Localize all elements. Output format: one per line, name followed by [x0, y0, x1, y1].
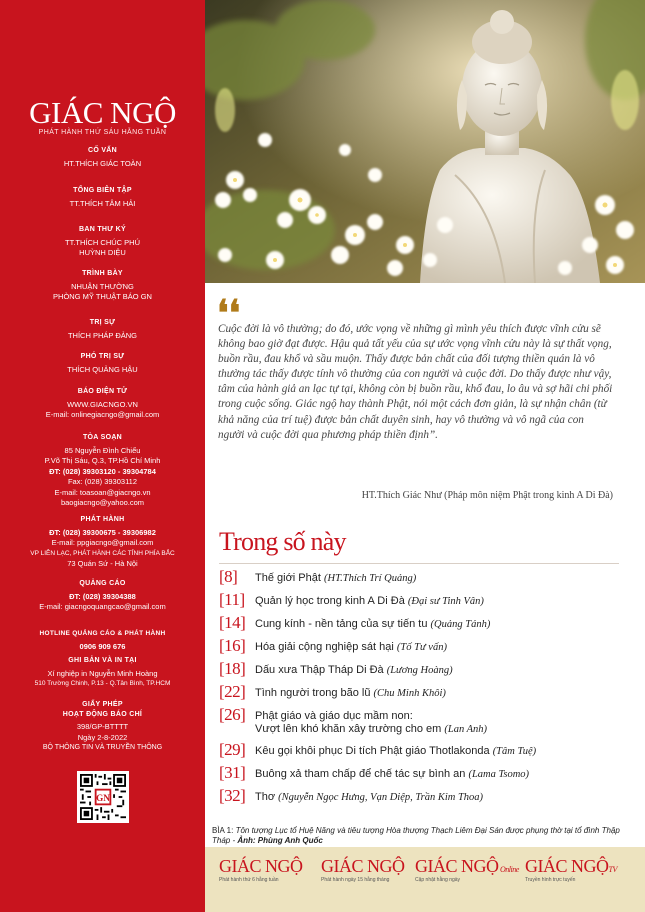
footer-logo-tv[interactable]: [525, 857, 617, 883]
section-line: 510 Trường Chinh, P.13 - Q.Tân Bình, TP.HCM: [34, 680, 171, 687]
section-line: P.Võ Thị Sáu, Q.3, TP.Hồ Chí Minh: [44, 456, 161, 465]
section-heading: TÒA SOẠN: [82, 434, 123, 441]
section-line: TT.THÍCH TÂM HẢI: [69, 198, 136, 208]
section-heading: TRÌNH BÀY: [82, 270, 123, 277]
section-line: 398/GP-BTTTT: [76, 722, 129, 731]
website-link[interactable]: WWW.GIACNGO.VN: [67, 399, 138, 409]
toc-page-number: [8]: [219, 567, 238, 586]
masthead-section: [0, 318, 205, 341]
email-link[interactable]: E-mail: toasoan@giacngo.vn: [54, 487, 151, 497]
footer-logo-name: GIÁC NGỘ Online: [415, 856, 519, 876]
section-heading: GHI BẢN VÀ IN TẠI: [68, 657, 137, 664]
buddha-statue-photo: [205, 0, 645, 283]
svg-text:GN: GN: [96, 792, 110, 803]
caption-credit: Ảnh: Phùng Anh Quốc: [237, 836, 323, 845]
toc-author: (Lan Anh): [444, 724, 488, 735]
toc-author: (HT.Thích Trí Quảng): [323, 573, 417, 584]
toc-author: (Nguyễn Ngọc Hưng, Vạn Diệp, Trần Kim Thoa): [278, 792, 484, 803]
quote-mark-icon: ❛❛: [217, 293, 241, 333]
section-heading: PHÓ TRỊ SỰ: [80, 353, 125, 360]
cover-caption: [212, 826, 632, 846]
toc-article-title: Thơ: [255, 791, 279, 803]
hotline-number: 0906 909 676: [79, 641, 126, 651]
divider: [219, 563, 619, 564]
section-line: 85 Nguyễn Đình Chiểu: [64, 445, 141, 455]
masthead-section: [0, 186, 205, 209]
section-line: HT.THÍCH GIÁC TOÀN: [63, 158, 142, 168]
footer-publications: [205, 847, 645, 912]
section-line: Fax: (028) 39303112: [67, 477, 138, 486]
toc-page-number: [16]: [219, 636, 246, 655]
qr-code-icon: [80, 774, 126, 820]
footer-logo-name: GIÁC NGỘ: [321, 856, 405, 876]
email-link[interactable]: E-mail: giacngoquangcao@gmail.com: [39, 602, 166, 611]
section-line: Ngày 2-8-2022: [77, 732, 128, 742]
caption-text: Tôn tượng Lục tổ Huệ Năng và tiêu tượng Hòa thượng Thạch Liêm Đại Sán được phụng thờ tại tổ đình Thập Tháp -: [212, 826, 620, 845]
footer-logo-sub: Phát hành thứ 6 hằng tuần: [219, 877, 279, 883]
toc-page-number: [32]: [219, 786, 246, 805]
toc-article-title: Quản lý học trong kinh A Di Đà: [255, 595, 408, 607]
masthead-section: [0, 352, 205, 375]
quote-source: HT.Thích Giác Như (Pháp môn niệm Phật trong kinh A Di Đà): [361, 490, 613, 501]
toc-author: (Tâm Tuệ): [492, 746, 537, 757]
section-line: ĐT: (028) 39303120 - 39304784: [49, 466, 156, 476]
toc-author: (Chu Minh Khôi): [373, 688, 446, 699]
section-line: VP LIÊN LẠC, PHÁT HÀNH CÁC TỈNH PHÍA BẮC: [30, 549, 175, 557]
toc-author: (Đại sư Tinh Vân): [407, 596, 484, 607]
masthead-section: [0, 656, 205, 690]
masthead-sidebar: [0, 0, 205, 912]
footer-logo-sub: Phát hành ngày 15 hằng tháng: [321, 877, 390, 883]
toc-page-number: [22]: [219, 682, 246, 701]
email-link[interactable]: E-mail: onlinegiacngo@gmail.com: [45, 410, 160, 419]
email-link[interactable]: E-mail: ppgiacngo@gmail.com: [51, 538, 154, 547]
section-heading: PHÁT HÀNH: [80, 516, 125, 523]
email-link[interactable]: baogiacngo@yahoo.com: [60, 498, 145, 507]
toc-article-title: Tình người trong bão lũ: [255, 687, 374, 699]
toc-article-title: Hóa giải cộng nghiệp sát hại: [255, 641, 397, 653]
section-heading: TRỊ SỰ: [89, 319, 116, 326]
toc-author: (Lama Tsomo): [468, 769, 530, 780]
masthead-section: [0, 146, 205, 169]
toc-article-title: Phật giáo và giáo dục mầm non:: [255, 710, 413, 722]
masthead-section: [0, 225, 205, 259]
footer-logo-name: GIÁC NGỘTV: [525, 856, 617, 876]
toc-article-title: Thế giới Phật: [255, 572, 324, 584]
section-heading: GIẤY PHÉP HOẠT ĐỘNG BÁO CHÍ: [62, 701, 143, 718]
brand-logo: GIÁC NGỘ: [29, 95, 176, 130]
section-line: THÍCH PHÁP ĐẢNG: [67, 330, 138, 340]
toc-author: (Lương Hoàng): [386, 665, 453, 676]
featured-quote: [218, 322, 613, 443]
toc-page-number: [31]: [219, 763, 246, 782]
toc-page-number: [11]: [219, 590, 245, 609]
toc-article-subtitle: Vượt lên khó khăn xây trường cho em: [255, 723, 445, 735]
section-line: ĐT: (028) 39304388: [69, 591, 136, 601]
section-line: PHÒNG MỸ THUẬT BÁO GN: [53, 292, 152, 301]
section-heading: CỐ VẤN: [87, 147, 118, 154]
quote-text: Cuộc đời là vô thường; do đó, ước vọng về những gì mình yêu thích được vĩnh cửu sẽ không bao giờ đạt được. Hậu quả tất yếu của sự ước vọng vĩnh cửu này là sự thất vọng, buồn rầu, đau khổ và sầu muộn. Thấy được bản chất của đối tượng thiền quán là vô thường tác thấy được tính vô thường của con người và cuộc đời. Do thấy được như vậy, tâm của hành giả an lạc tự tại, không còn bị buồn rầu, khổ đau, lo âu và sợ hãi chi phối trong cuộc sống. Giác ngộ hay thành Phật, nói một cách đơn giản, là sự nhận chân (từ khả năng của trí tuệ) được bản chất duyên sinh, hay vô thường và vô ngã của con người và cuộc đời qua phương pháp thiền định”.: [218, 323, 613, 441]
hero-image: [205, 0, 645, 283]
section-heading: BAN THƯ KÝ: [79, 226, 126, 233]
section-heading: QUẢNG CÁO: [79, 580, 126, 587]
masthead-section: [0, 629, 205, 652]
masthead-section: [0, 433, 205, 509]
section-line: ĐT: (028) 39300675 - 39306982: [49, 527, 156, 537]
section-heading: TỔNG BIÊN TẬP: [73, 187, 132, 194]
masthead-section: [0, 515, 205, 570]
toc-author: (Quảng Tánh): [430, 619, 491, 630]
masthead-section: [0, 269, 205, 303]
section-line: HUỲNH DIỆU: [79, 248, 126, 257]
toc-author: (Tố Tư vấn): [396, 642, 447, 653]
toc-article-title: Cung kính - nền tảng của sự tiến tu: [255, 618, 431, 630]
toc-article-title: Buông xả tham chấp để chế tác sự bình an: [255, 768, 469, 780]
masthead-section: [0, 579, 205, 613]
footer-logo-online[interactable]: [415, 857, 519, 883]
footer-logo-monthly[interactable]: [321, 857, 405, 883]
footer-logo-sub: Truyền hình trực tuyến: [525, 877, 576, 883]
footer-logo-name: GIÁC NGỘ: [219, 856, 303, 876]
section-line: BỘ THÔNG TIN VÀ TRUYỀN THÔNG: [42, 744, 163, 751]
toc-page-number: [18]: [219, 659, 246, 678]
section-heading: HOTLINE QUẢNG CÁO & PHÁT HÀNH: [39, 630, 166, 637]
toc-page-number: [26]: [219, 705, 246, 724]
toc-article-title: Kêu gọi khôi phục Di tích Phật giáo Thotlakonda: [255, 745, 493, 757]
brand-block: [0, 97, 205, 136]
qr-code[interactable]: [77, 771, 129, 823]
toc-title: Trong số này: [219, 527, 346, 556]
section-line: Xí nghiệp in Nguyễn Minh Hoàng: [47, 668, 158, 678]
section-line: TT.THÍCH CHÚC PHÚ: [65, 237, 140, 247]
footer-logo-weekly[interactable]: [219, 857, 303, 883]
brand-tagline: PHÁT HÀNH THỨ SÁU HẰNG TUẦN: [38, 129, 167, 136]
section-line: 73 Quán Sứ - Hà Nội: [67, 559, 138, 568]
toc-page-number: [14]: [219, 613, 246, 632]
section-line: NHUẬN THƯỜNG: [71, 281, 134, 291]
caption-prefix: BÌA 1:: [212, 826, 236, 835]
masthead-section: [0, 387, 205, 421]
toc-article-title: Dấu xưa Thập Tháp Di Đà: [255, 664, 387, 676]
section-heading: BÁO ĐIỆN TỬ: [77, 388, 128, 395]
section-line: THÍCH QUẢNG HẬU: [67, 364, 138, 374]
masthead-section: [0, 700, 205, 754]
toc-page-number: [29]: [219, 740, 246, 759]
footer-logo-sub: Cập nhật hằng ngày: [415, 877, 461, 883]
